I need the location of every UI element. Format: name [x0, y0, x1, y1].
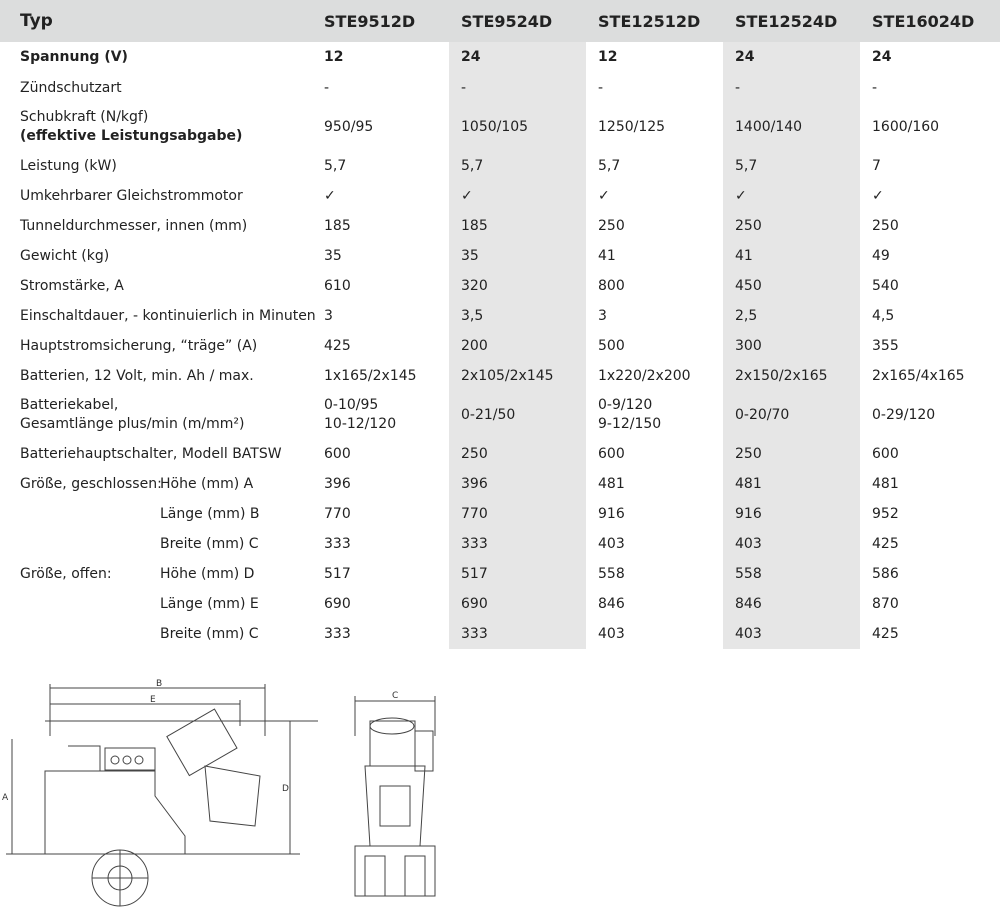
header-model-1: STE9512D	[312, 0, 449, 42]
row-label: Stromstärke, A	[20, 277, 124, 294]
cell-value: 916	[598, 505, 625, 522]
table-row	[0, 73, 1000, 103]
cell-value: 250	[723, 439, 860, 469]
cell-value: 41	[598, 247, 616, 264]
row-group-label: Größe, geschlossen:	[20, 475, 162, 492]
cell-value-line2: 9-12/150	[598, 416, 662, 432]
table-row	[0, 271, 1000, 301]
row-label: Hauptstromsicherung, “träge” (A)	[20, 337, 258, 354]
cell-value-line1: 0-20/70	[735, 406, 790, 423]
cell-value: 1050/105	[449, 103, 586, 151]
row-label: Spannung (V)	[20, 49, 128, 65]
cell-value-line2: 10-12/120	[324, 416, 397, 432]
cell-value: -	[449, 73, 586, 103]
cell-value: 7	[872, 157, 881, 174]
cell-value: 24	[723, 42, 860, 73]
cell-value: 333	[324, 625, 351, 642]
cell-value: 5,7	[598, 157, 621, 174]
cell-value: 396	[449, 469, 586, 499]
row-label	[0, 619, 312, 649]
table-row	[0, 619, 1000, 649]
table-row	[0, 589, 1000, 619]
table-row	[0, 181, 1000, 211]
cell-value: 558	[598, 565, 625, 582]
cell-value: 846	[598, 595, 625, 612]
cell-value: -	[598, 79, 604, 96]
row-label: Leistung (kW)	[20, 157, 117, 174]
cell-value: 250	[449, 439, 586, 469]
dim-label-e: E	[150, 695, 156, 705]
dim-label-c: C	[392, 691, 399, 701]
table-row	[0, 439, 1000, 469]
row-label	[0, 469, 312, 499]
cell-value: 250	[872, 217, 899, 234]
cell-value: ✓	[872, 187, 884, 204]
cell-value: -	[324, 79, 330, 96]
cell-value: 403	[598, 625, 625, 642]
cell-value-line1: 0-29/120	[872, 406, 936, 423]
dim-label-a: A	[2, 793, 9, 803]
cell-value: 517	[449, 559, 586, 589]
row-sub-label: Länge (mm) B	[160, 505, 260, 522]
cell-value: 425	[872, 625, 899, 642]
cell-value: 333	[449, 529, 586, 559]
table-row	[0, 361, 1000, 391]
cell-value: 1400/140	[723, 103, 860, 151]
cell-value-line1: 0-9/120	[598, 397, 653, 413]
cell-value-line1: 0-10/95	[324, 397, 379, 413]
cell-value	[723, 391, 860, 439]
header-model-2: STE9524D	[449, 0, 586, 42]
cell-value: 12	[598, 49, 618, 65]
header-model-3: STE12512D	[586, 0, 723, 42]
cell-value: 690	[449, 589, 586, 619]
row-label-line2: Gesamtlänge plus/min (m/mm²)	[20, 416, 245, 432]
cell-value: 600	[872, 445, 899, 462]
table-header-row	[0, 0, 1000, 42]
row-group-label: Größe, offen:	[20, 565, 112, 582]
cell-value: 403	[723, 529, 860, 559]
cell-value: 403	[723, 619, 860, 649]
cell-value: 35	[324, 247, 342, 264]
dim-label-d: D	[282, 784, 289, 794]
row-sub-label: Länge (mm) E	[160, 595, 259, 612]
table-row	[0, 241, 1000, 271]
cell-value: 185	[449, 211, 586, 241]
cell-value: 770	[449, 499, 586, 529]
cell-value: 800	[598, 277, 625, 294]
cell-value: 952	[872, 505, 899, 522]
cell-value: 200	[449, 331, 586, 361]
cell-value: -	[872, 79, 878, 96]
row-label	[0, 589, 312, 619]
cell-value: ✓	[324, 187, 336, 204]
cell-value: 450	[723, 271, 860, 301]
cell-value: 2,5	[723, 301, 860, 331]
cell-value: 950/95	[324, 118, 374, 135]
cell-value: 425	[872, 535, 899, 552]
cell-value: 49	[872, 247, 890, 264]
cell-value: 2x165/4x165	[872, 367, 965, 384]
dim-label-b: B	[156, 679, 163, 689]
cell-value: 1250/125	[598, 118, 666, 135]
cell-value: 846	[723, 589, 860, 619]
table-row	[0, 301, 1000, 331]
cell-value: 770	[324, 505, 351, 522]
table-row	[0, 331, 1000, 361]
cell-value: 5,7	[449, 151, 586, 181]
row-label: Zündschutzart	[20, 79, 122, 96]
cell-value: 41	[723, 241, 860, 271]
cell-value	[312, 391, 449, 439]
table-row	[0, 499, 1000, 529]
cell-value-line1: 0-21/50	[461, 406, 516, 423]
header-model-4: STE12524D	[723, 0, 860, 42]
row-label-line1: Batteriekabel,	[20, 397, 119, 413]
cell-value: 600	[324, 445, 351, 462]
cell-value: 4,5	[872, 307, 895, 324]
cell-value: 24	[872, 49, 892, 65]
row-label: Umkehrbarer Gleichstrommotor	[20, 187, 243, 204]
row-label: Batterien, 12 Volt, min. Ah / max.	[20, 367, 254, 384]
cell-value: ✓	[723, 181, 860, 211]
row-label: Batteriehauptschalter, Modell BATSW	[20, 445, 282, 462]
cell-value: 2x105/2x145	[449, 361, 586, 391]
cell-value: 250	[598, 217, 625, 234]
cell-value: 1x220/2x200	[598, 367, 691, 384]
cell-value: 3,5	[449, 301, 586, 331]
table-row	[0, 151, 1000, 181]
cell-value: ✓	[598, 187, 610, 204]
cell-value: 355	[872, 337, 899, 354]
cell-value: 690	[324, 595, 351, 612]
row-label: Gewicht (kg)	[20, 247, 110, 264]
table-row	[0, 42, 1000, 73]
cell-value: 517	[324, 565, 351, 582]
technical-drawing	[0, 676, 460, 910]
cell-value: 250	[723, 211, 860, 241]
cell-value: 481	[723, 469, 860, 499]
cell-value: 333	[449, 619, 586, 649]
cell-value: 540	[872, 277, 899, 294]
cell-value: 1600/160	[872, 118, 940, 135]
row-label: Tunneldurchmesser, innen (mm)	[20, 217, 248, 234]
cell-value: 916	[723, 499, 860, 529]
header-model-5: STE16024D	[860, 0, 1000, 42]
table-row	[0, 391, 1000, 439]
cell-value: 586	[872, 565, 899, 582]
row-label	[0, 103, 312, 151]
table-row	[0, 469, 1000, 499]
header-type-label: Typ	[0, 0, 312, 42]
table-row	[0, 529, 1000, 559]
cell-value: 3	[324, 307, 333, 324]
row-label-line2: (effektive Leistungsabgabe)	[20, 128, 243, 144]
cell-value: 5,7	[324, 157, 347, 174]
table-row	[0, 103, 1000, 151]
cell-value: 425	[324, 337, 351, 354]
cell-value: 481	[598, 475, 625, 492]
cell-value: 35	[449, 241, 586, 271]
cell-value	[449, 391, 586, 439]
row-sub-label: Breite (mm) C	[160, 625, 259, 642]
cell-value: -	[723, 73, 860, 103]
cell-value: 396	[324, 475, 351, 492]
cell-value: 481	[872, 475, 899, 492]
table-row	[0, 559, 1000, 589]
cell-value: 500	[598, 337, 625, 354]
cell-value: 5,7	[723, 151, 860, 181]
cell-value: 1x165/2x145	[324, 367, 417, 384]
cell-value: 300	[723, 331, 860, 361]
cell-value: 24	[449, 42, 586, 73]
cell-value: 3	[598, 307, 607, 324]
cell-value: 185	[324, 217, 351, 234]
row-sub-label: Höhe (mm) A	[160, 475, 254, 492]
row-label	[0, 529, 312, 559]
cell-value: 610	[324, 277, 351, 294]
row-label-line1: Schubkraft (N/kgf)	[20, 109, 149, 125]
cell-value: ✓	[449, 181, 586, 211]
cell-value: 558	[723, 559, 860, 589]
cell-value	[860, 391, 1000, 439]
row-label	[0, 499, 312, 529]
table-row	[0, 211, 1000, 241]
cell-value: 600	[598, 445, 625, 462]
cell-value: 2x150/2x165	[723, 361, 860, 391]
cell-value: 320	[449, 271, 586, 301]
row-sub-label: Breite (mm) C	[160, 535, 259, 552]
row-sub-label: Höhe (mm) D	[160, 565, 255, 582]
cell-value: 333	[324, 535, 351, 552]
cell-value: 403	[598, 535, 625, 552]
row-label: Einschaltdauer, - kontinuierlich in Minuten	[20, 307, 316, 324]
cell-value	[586, 391, 723, 439]
cell-value: 870	[872, 595, 899, 612]
cell-value: 12	[324, 49, 344, 65]
row-label	[0, 391, 312, 439]
row-label	[0, 559, 312, 589]
